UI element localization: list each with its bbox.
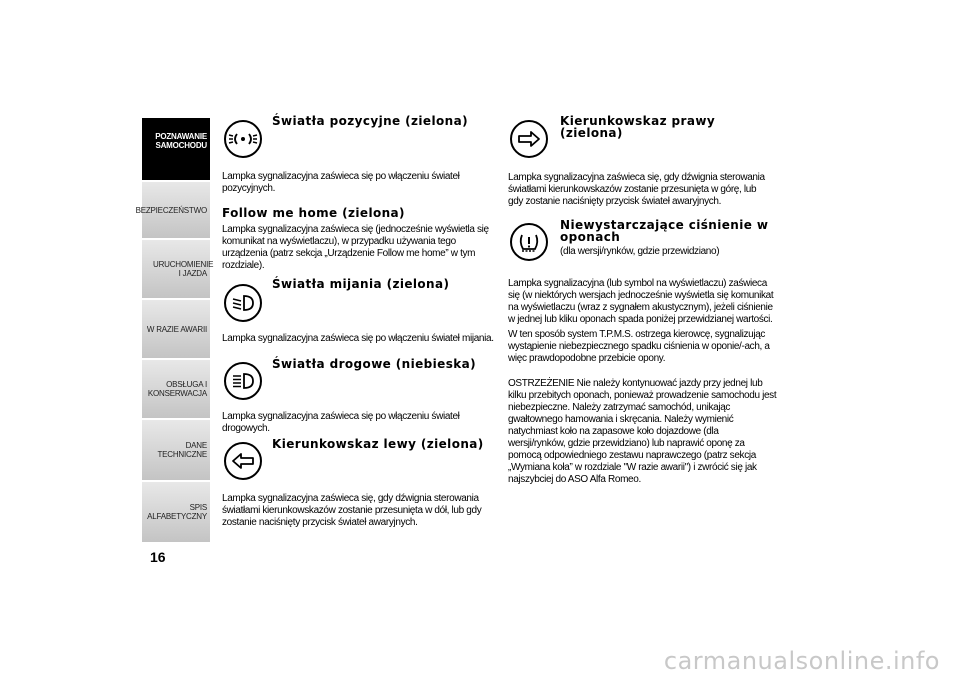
position-lights-icon xyxy=(224,120,262,158)
right-arrow-icon xyxy=(510,120,548,158)
text-position-lights: Lampka sygnalizacyjna zaświeca się po włączeniu świateł pozycyjnych. xyxy=(222,171,460,194)
tire-pressure-warning: OSTRZEŻENIE Nie należy kontynuować jazdy przy jednej lub kilku przebitych oponach, ponieważ prowadzenie samochodu jest niebezpieczne. Należy zatrzymać samochód, unikając gwałtownego hamowania i skręcania. Należy wymienić natychmiast koło na zapasowe koło dojazdowe (dla wersji/rynków, gdzie przewidziano) lub naprawić oponę za pomocą odpowiedniego zestawu naprawczego (patrz sekcja „Wymiana koła” w rozdziale "W razie awarii") i zwrócić się jak najszybciej do ASO Alfa Romeo. xyxy=(508,378,777,485)
tire-pressure-icon xyxy=(510,223,548,261)
left-arrow-icon xyxy=(224,442,262,480)
text-right-indicator: Lampka sygnalizacyjna zaświeca się, gdy dźwignia sterowania światłami kierunkowskazów zostanie przesunięta w górę, lub gdy zostanie naciśnięty przycisk świateł awaryjnych. xyxy=(508,172,765,207)
tab-obsluga-i-konserwacja[interactable]: OBSŁUGA I KONSERWACJA xyxy=(142,360,210,418)
high-beam-icon xyxy=(224,362,262,400)
low-beam-icon xyxy=(224,284,262,322)
text-high-beam: Lampka sygnalizacyjna zaświeca się po włączeniu świateł drogowych. xyxy=(222,411,460,434)
heading-low-beam: Światła mijania (zielona) xyxy=(272,277,450,291)
tire-pressure-subtitle: (dla wersji/rynków, gdzie przewidziano) xyxy=(560,246,720,257)
text-left-indicator: Lampka sygnalizacyjna zaświeca się, gdy dźwignia sterowania światłami kierunkowskazów zostanie przesunięta w dół, lub gdy zostanie naciśnięty przycisk świateł awaryjnych. xyxy=(222,493,482,528)
heading-position-lights: Światła pozycyjne (zielona) xyxy=(272,114,468,128)
text-follow-me-home: Lampka sygnalizacyjna zaświeca się (jednocześnie wyświetla się komunikat na wyświetlaczu), w przypadku używania tego urządzenia (patrz sekcja „Urządzenie Follow me home” w tym rozdziale). xyxy=(222,224,489,271)
tab-bezpieczenstwo[interactable]: BEZPIECZEŃSTWO xyxy=(142,182,210,238)
heading-right-indicator-1: Kierunkowskaz prawy xyxy=(560,114,716,128)
heading-left-indicator: Kierunkowskaz lewy (zielona) xyxy=(272,437,484,451)
watermark: carmanualsonline.info xyxy=(663,647,940,675)
tab-uruchomienie-i-jazda[interactable]: URUCHOMIENIE I JAZDA xyxy=(142,240,210,298)
tire-pressure-paragraph-2: W ten sposób system T.P.M.S. ostrzega kierowcę, sygnalizując wystąpienie niebezpiecznego spadku ciśnienia w oponie/-ach, a więc prawdopodobne przebicie opony. xyxy=(508,329,770,364)
text-low-beam: Lampka sygnalizacyjna zaświeca się po włączeniu świateł mijania. xyxy=(222,333,494,344)
heading-follow-me-home: Follow me home (zielona) xyxy=(222,206,405,220)
heading-tire-pressure-1: Niewystarczające ciśnienie w xyxy=(560,218,769,232)
tab-poznawanie-samochodu[interactable]: POZNAWANIE SAMOCHODU xyxy=(142,118,210,180)
heading-right-indicator-2: (zielona) xyxy=(560,126,623,140)
page-number: 16 xyxy=(150,549,166,565)
tire-pressure-paragraph-1: Lampka sygnalizacyjna (lub symbol na wyświetlaczu) zaświeca się (w niektórych wersjach jednocześnie wyświetla się komunikat na wyświetlaczu (wraz z sygnałem akustycznym), jeżeli ciśnienie w jednej lub kliku oponach spada poniżej przewidzianej wartości. xyxy=(508,278,774,325)
text-tire-pressure xyxy=(508,278,778,489)
tab-w-razie-awarii[interactable]: W RAZIE AWARII xyxy=(142,300,210,358)
heading-tire-pressure-2: oponach xyxy=(560,230,621,244)
heading-high-beam: Światła drogowe (niebieska) xyxy=(272,357,477,371)
tab-spis-alfabetyczny[interactable]: SPIS ALFABETYCZNY xyxy=(142,482,210,542)
tab-dane-techniczne[interactable]: DANE TECHNICZNE xyxy=(142,420,210,480)
